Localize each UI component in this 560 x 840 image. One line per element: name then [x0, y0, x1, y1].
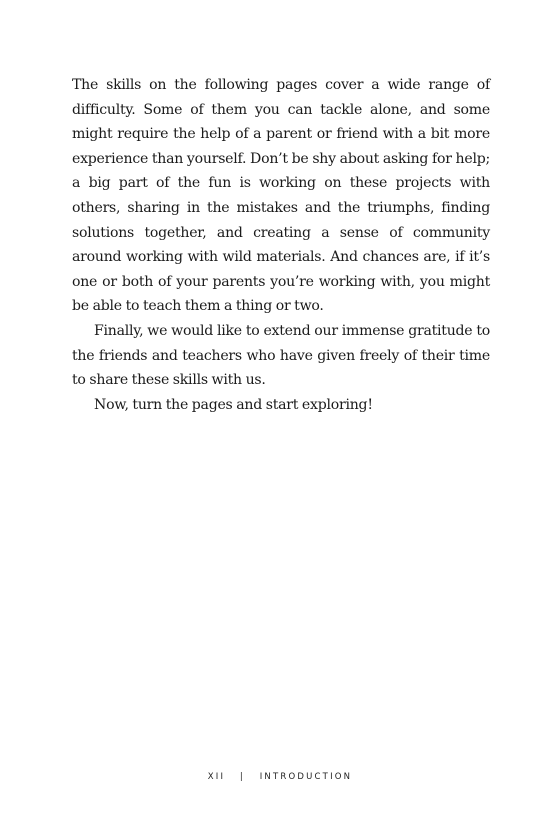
paragraph-closing: Now, turn the pages and start exploring!	[94, 396, 373, 413]
page-footer	[0, 772, 560, 782]
footer-separator: |	[239, 772, 245, 782]
page-number: XII	[207, 772, 226, 782]
section-name: INTRODUCTION	[259, 772, 353, 782]
body-text	[72, 73, 490, 417]
paragraph-skills: The skills on the following pages cover a wide range of difficulty. Some of them you can tackle alone, and some might require the help of a parent or friend with a bit more experience than yourself. Don’t be shy about asking for help; a big part of the fun is working on these projects with others, sharing in the mistakes and the triumphs, finding solutions together, and creating a sense of community around working with wild materials. And chances are, if it’s one or both of your parents you’re working with, you might be able to teach them a thing or two.	[72, 77, 490, 315]
paragraph-gratitude: Finally, we would like to extend our immense gratitude to the friends and teachers who have given freely of their time to share these skills with us.	[72, 322, 490, 389]
